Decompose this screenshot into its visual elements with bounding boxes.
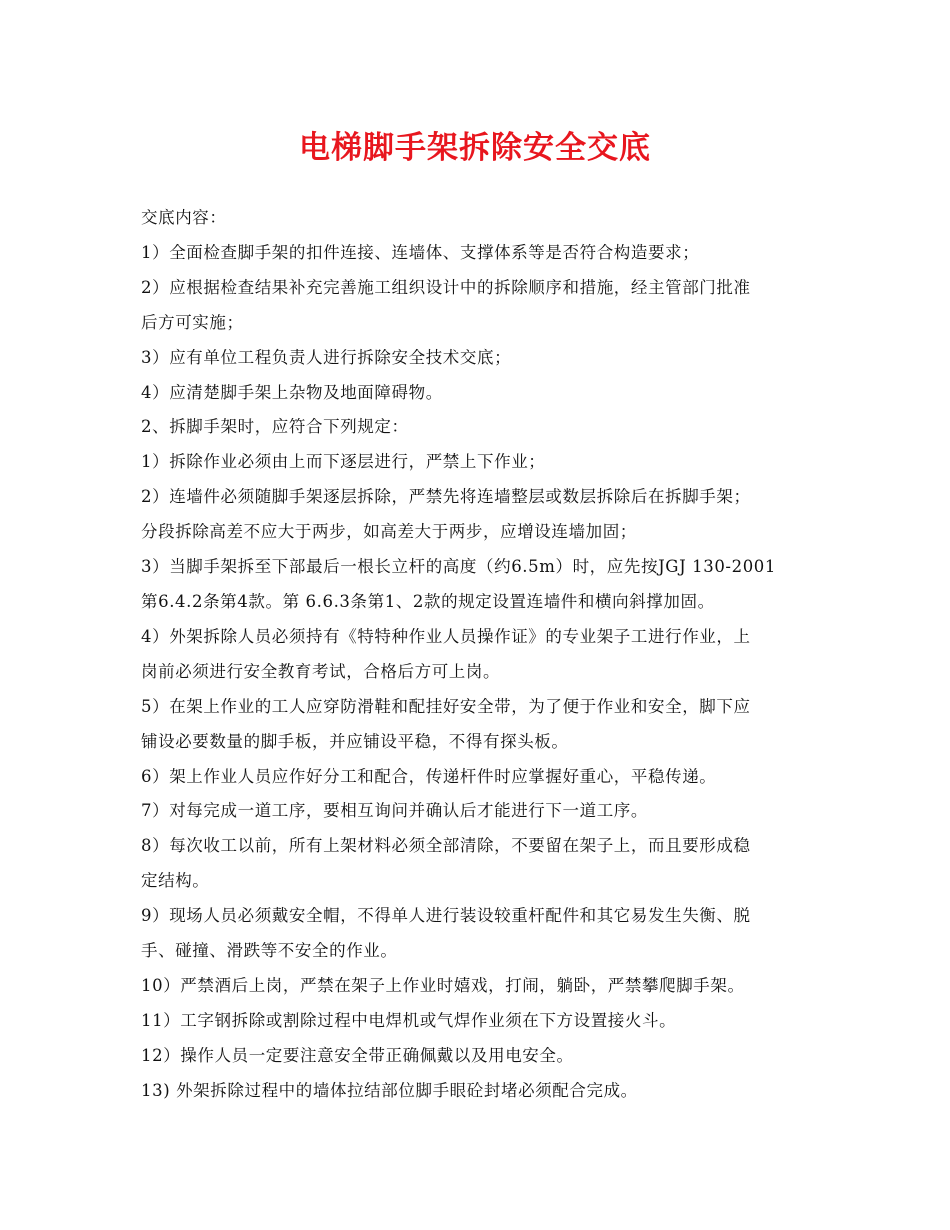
paragraph-line: 岗前必须进行安全教育考试，合格后方可上岗。 (141, 661, 501, 681)
paragraph-line: 定结构。 (141, 871, 210, 891)
document-body (141, 201, 813, 1109)
paragraph-line: 手、碰撞、滑跌等不安全的作业。 (141, 941, 398, 961)
paragraph-line: 后方可实施； (141, 312, 244, 332)
paragraph-line: 7）对每完成一道工序，要相互询问并确认后才能进行下一道工序。 (141, 801, 648, 821)
paragraph-line: 3）应有单位工程负责人进行拆除安全技术交底； (141, 347, 512, 367)
paragraph-line: 12）操作人员一定要注意安全带正确佩戴以及用电安全。 (141, 1045, 574, 1065)
paragraph-line: 10）严禁酒后上岗，严禁在架子上作业时嬉戏，打闹，躺卧，严禁攀爬脚手架。 (141, 975, 745, 995)
paragraph-line: 分段拆除高差不应大于两步，如高差大于两步，应增设连墙加固； (141, 522, 637, 542)
paragraph-line: 交底内容： (141, 208, 227, 227)
paragraph-line: 4）应清楚脚手架上杂物及地面障碍物。 (141, 382, 443, 402)
paragraph-line: 4）外架拆除人员必须持有《特特种作业人员操作证》的专业架子工进行作业，上 (141, 626, 751, 646)
paragraph-line: 铺设必要数量的脚手板，并应铺设平稳，不得有探头板。 (141, 731, 569, 751)
paragraph-line: 3）当脚手架拆至下部最后一根长立杆的高度（约6.5m）时，应先按JGJ 130-2001 (141, 557, 776, 577)
paragraph-line: 1）全面检查脚手架的扣件连接、连墙体、支撑体系等是否符合构造要求； (141, 242, 700, 262)
paragraph-line: 1）拆除作业必须由上而下逐层进行，严禁上下作业； (141, 452, 546, 472)
paragraph-line: 9）现场人员必须戴安全帽，不得单人进行装设较重杆配件和其它易发生失衡、脱 (141, 906, 751, 926)
paragraph-line: 8）每次收工以前，所有上架材料必须全部清除，不要留在架子上，而且要形成稳 (141, 836, 751, 856)
document-title: 电梯脚手架拆除安全交底 (299, 130, 651, 166)
paragraph-line: 13) 外架拆除过程中的墙体拉结部位脚手眼砼封堵必须配合完成。 (141, 1080, 638, 1100)
paragraph-line: 11）工字钢拆除或割除过程中电焊机或气焊作业须在下方设置接火斗。 (141, 1010, 677, 1030)
paragraph-line: 2）应根据检查结果补充完善施工组织设计中的拆除顺序和措施，经主管部门批准 (141, 277, 751, 297)
paragraph-line: 第6.4.2条第4款。第 6.6.3条第1、2款的规定设置连墙件和横向斜撑加固。 (141, 591, 715, 611)
paragraph-line: 2、拆脚手架时，应符合下列规定： (141, 417, 409, 437)
paragraph-line: 5）在架上作业的工人应穿防滑鞋和配挂好安全带，为了便于作业和安全，脚下应 (141, 696, 751, 716)
paragraph-line: 2）连墙件必须随脚手架逐层拆除，严禁先将连墙整层或数层拆除后在拆脚手架； (141, 487, 751, 507)
paragraph-line: 6）架上作业人员应作好分工和配合，传递杆件时应掌握好重心，平稳传递。 (141, 766, 717, 786)
